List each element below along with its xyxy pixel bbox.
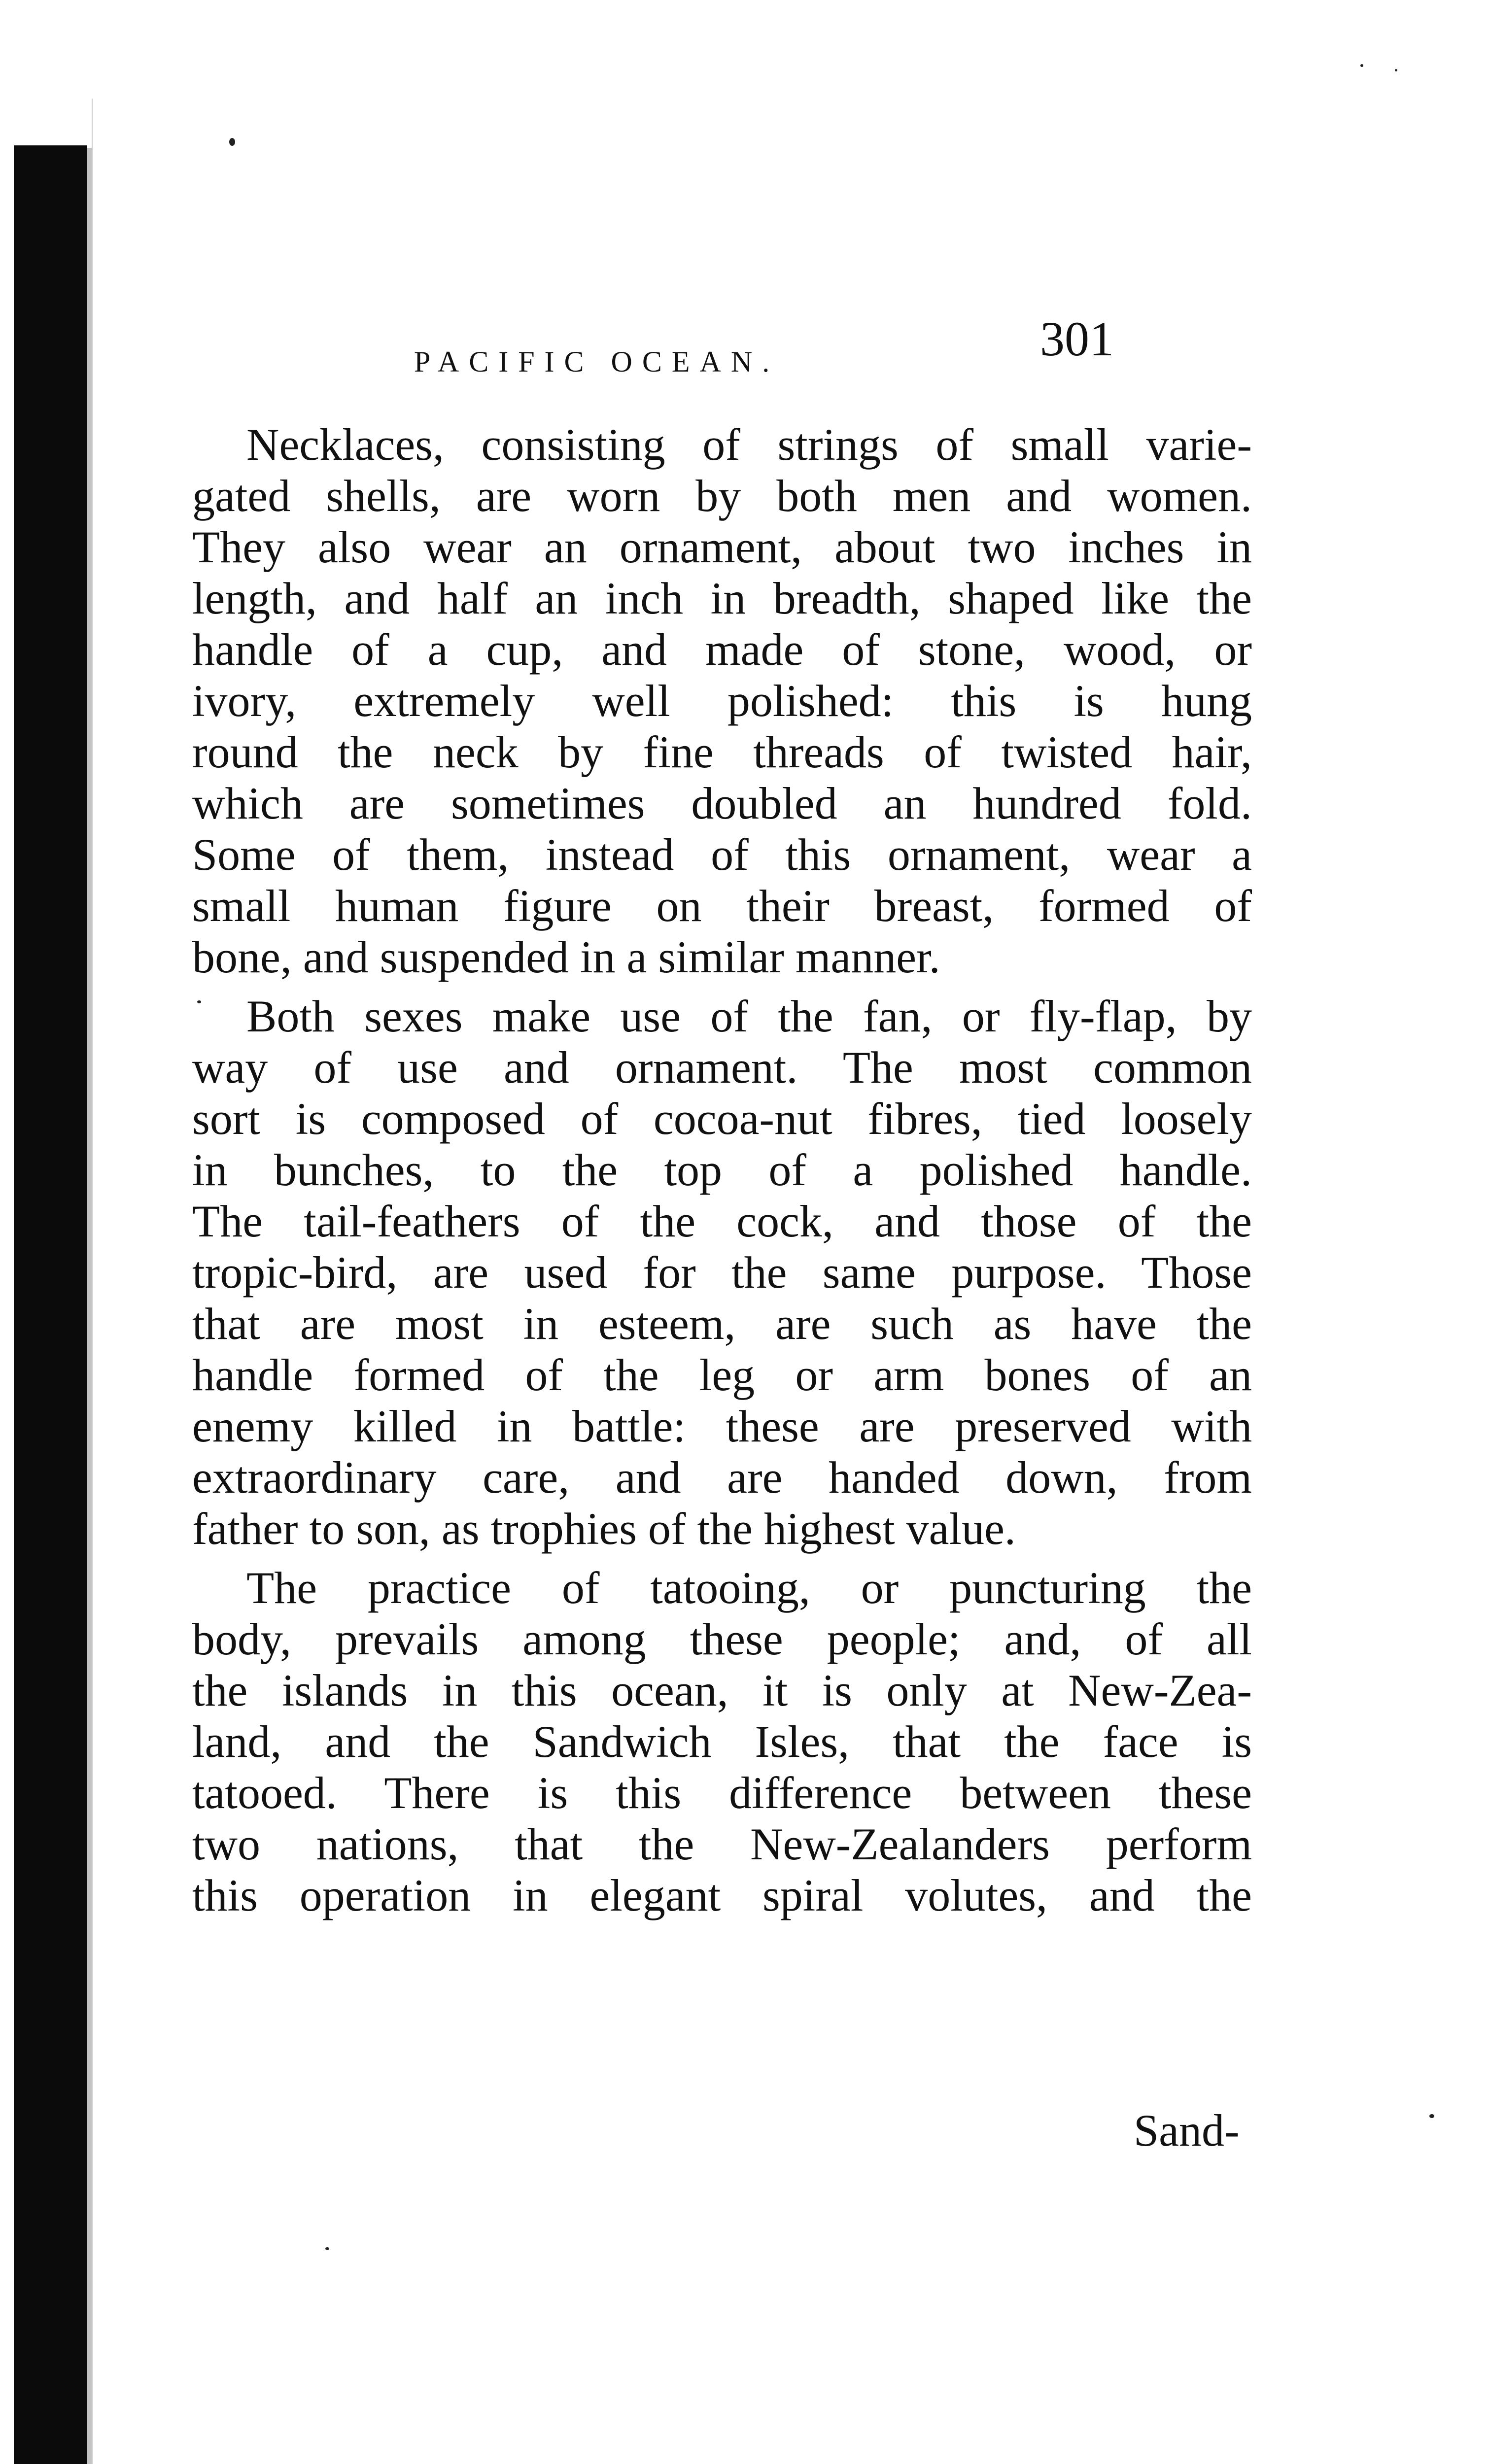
text-line: small human figure on their breast, formed of — [192, 881, 1252, 931]
text-line: way of use and ornament. The most common — [192, 1042, 1252, 1093]
text-line: Both sexes make use of the fan, or fly-flap, by — [246, 991, 1252, 1041]
scan-speck — [1429, 2114, 1434, 2118]
text-line: extraordinary care, and are handed down, from — [192, 1452, 1252, 1503]
page-number: 301 — [1040, 311, 1114, 366]
text-line: enemy killed in battle: these are preserved with — [192, 1401, 1252, 1451]
body-text — [192, 419, 1252, 2242]
text-line: They also wear an ornament, about two inches in — [192, 522, 1252, 572]
text-line: sort is composed of cocoa-nut fibres, tied loosely — [192, 1094, 1252, 1144]
text-line: Some of them, instead of this ornament, wear a — [192, 829, 1252, 880]
running-head: PACIFIC OCEAN. — [414, 345, 780, 378]
text-line: land, and the Sandwich Isles, that the face is — [192, 1716, 1252, 1767]
spine-edge-shade — [87, 148, 92, 2464]
text-line: handle formed of the leg or arm bones of an — [192, 1350, 1252, 1400]
book-spine-shadow — [14, 145, 87, 2464]
scan-speck — [197, 1000, 201, 1003]
scan-speck — [325, 2247, 329, 2250]
text-line: ivory, extremely well polished: this is hung — [192, 676, 1252, 726]
text-line: The practice of tatooing, or puncturing the — [246, 1563, 1252, 1613]
text-line: father to son, as trophies of the highest value. — [192, 1504, 1016, 1554]
text-line: that are most in esteem, are such as have the — [192, 1299, 1252, 1349]
text-line: The tail-feathers of the cock, and those of the — [192, 1196, 1252, 1246]
text-line: the islands in this ocean, it is only at New-Zea- — [192, 1665, 1252, 1715]
text-line: handle of a cup, and made of stone, wood, or — [192, 624, 1252, 675]
scan-speck — [1395, 69, 1397, 71]
text-line: Necklaces, consisting of strings of small varie- — [246, 419, 1252, 470]
scan-speck — [1360, 64, 1363, 67]
text-line: body, prevails among these people; and, of all — [192, 1614, 1252, 1664]
text-line: gated shells, are worn by both men and women. — [192, 471, 1252, 521]
text-line: which are sometimes doubled an hundred fold. — [192, 778, 1252, 828]
scan-speck — [229, 138, 235, 146]
page-edge-line — [92, 99, 93, 2464]
text-line: this operation in elegant spiral volutes, and the — [192, 1870, 1252, 1920]
text-line: round the neck by fine threads of twisted hair, — [192, 727, 1252, 777]
text-line: in bunches, to the top of a polished handle. — [192, 1145, 1252, 1195]
text-line: tatooed. There is this difference between these — [192, 1768, 1252, 1818]
text-line: bone, and suspended in a similar manner. — [192, 932, 940, 982]
text-line: length, and half an inch in breadth, shaped like the — [192, 573, 1252, 623]
text-line: two nations, that the New-Zealanders perform — [192, 1819, 1252, 1869]
text-line: tropic-bird, are used for the same purpose. Those — [192, 1247, 1252, 1298]
catchword: Sand- — [1134, 2105, 1240, 2156]
